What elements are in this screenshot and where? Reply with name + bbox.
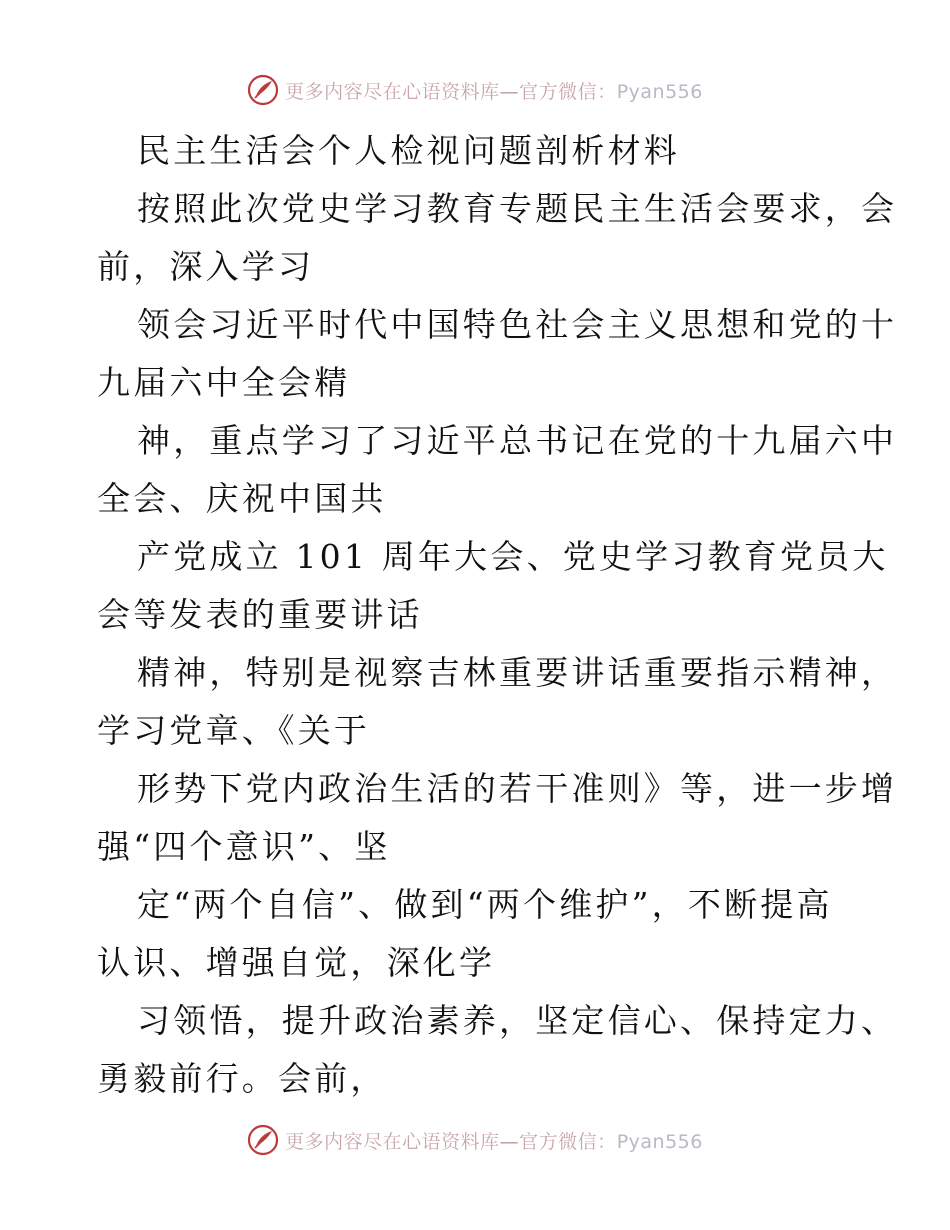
- paragraph-line: 神，重点学习了习近平总书记在党的十九届六中: [137, 421, 898, 460]
- paragraph-line: 强“四个意识”、坚: [97, 827, 391, 866]
- header-watermark: [0, 70, 950, 110]
- paragraph-line: 形势下党内政治生活的若干准则》等，进一步增: [137, 769, 898, 808]
- paragraph-line: 习领悟，提升政治素养，坚定信心、保持定力、: [137, 1001, 898, 1040]
- paragraph-line: 认识、增强自觉，深化学: [97, 943, 496, 982]
- watermark-text: 更多内容尽在心语资料库—官方微信：Pyan556: [285, 1130, 703, 1153]
- paragraph-line: 定“两个自信”、做到“两个维护”，不断提高: [137, 885, 833, 924]
- paragraph-line: 全会、庆祝中国共: [97, 479, 387, 518]
- paragraph-line: 会等发表的重要讲话: [97, 595, 423, 634]
- paragraph-line: 按照此次党史学习教育专题民主生活会要求，会: [137, 189, 898, 228]
- paragraph-line: 前，深入学习: [97, 247, 315, 286]
- document-title: 民主生活会个人检视问题剖析材料: [137, 131, 680, 170]
- watermark-text: 更多内容尽在心语资料库—官方微信：Pyan556: [285, 80, 703, 103]
- paragraph-line: 九届六中全会精: [97, 363, 351, 402]
- footer-watermark: [0, 1120, 950, 1160]
- paragraph-line: 学习党章、《关于: [97, 711, 371, 750]
- paragraph-line: 领会习近平时代中国特色社会主义思想和党的十: [137, 305, 898, 344]
- paragraph-line: 精神，特别是视察吉林重要讲话重要指示精神，: [137, 653, 898, 692]
- document-body: [97, 122, 898, 1108]
- feather-logo-icon: [247, 74, 279, 106]
- paragraph-line: 勇毅前行。会前，: [97, 1059, 387, 1098]
- feather-logo-icon: [247, 1124, 279, 1156]
- paragraph-line: 产党成立 101 周年大会、党史学习教育党员大: [137, 537, 889, 576]
